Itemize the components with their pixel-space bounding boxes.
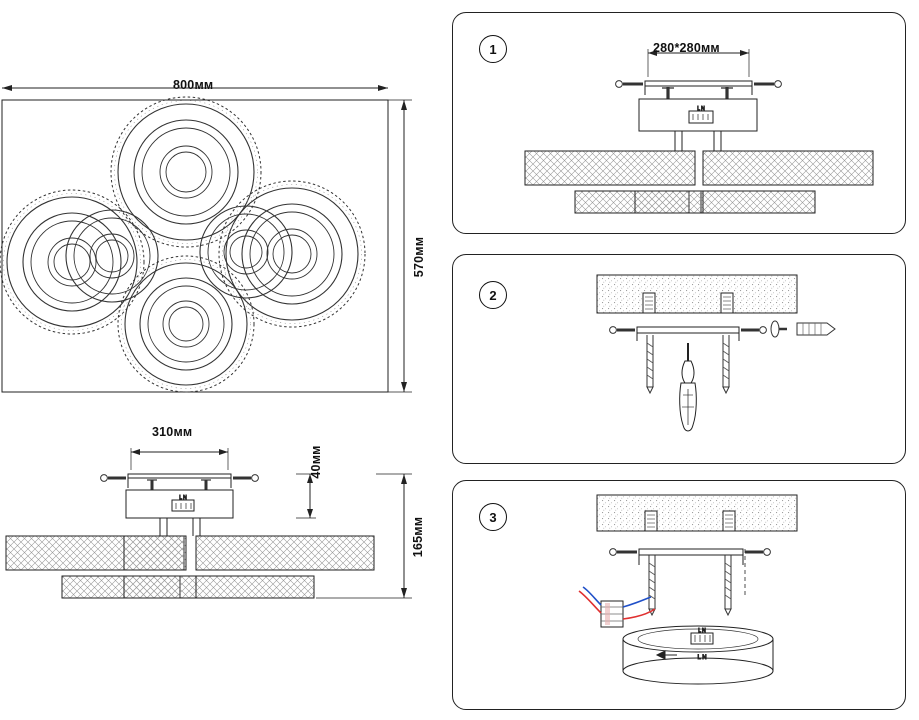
dimension-total-height: 165мм [411, 516, 425, 558]
dimension-bracket-height: 40мм [309, 445, 323, 479]
front-view-drawing [0, 430, 452, 610]
step-3-number: 3 [479, 503, 507, 531]
dimension-top-width: 800мм [173, 78, 214, 92]
svg-text:L N: L N [697, 655, 707, 661]
dimension-mount-plate: 280*280мм [653, 41, 720, 55]
dimension-base-width: 310мм [152, 425, 193, 439]
step-1-panel [452, 12, 906, 234]
dimension-top-height: 570мм [412, 236, 426, 278]
step-2-number: 2 [479, 281, 507, 309]
step-2-panel [452, 254, 906, 464]
step-3-panel [452, 480, 906, 710]
svg-text:L N: L N [179, 495, 187, 501]
top-view-drawing [0, 74, 452, 414]
svg-text:L N: L N [698, 628, 706, 634]
step-1-number: 1 [479, 35, 507, 63]
svg-text:L N: L N [697, 106, 705, 112]
